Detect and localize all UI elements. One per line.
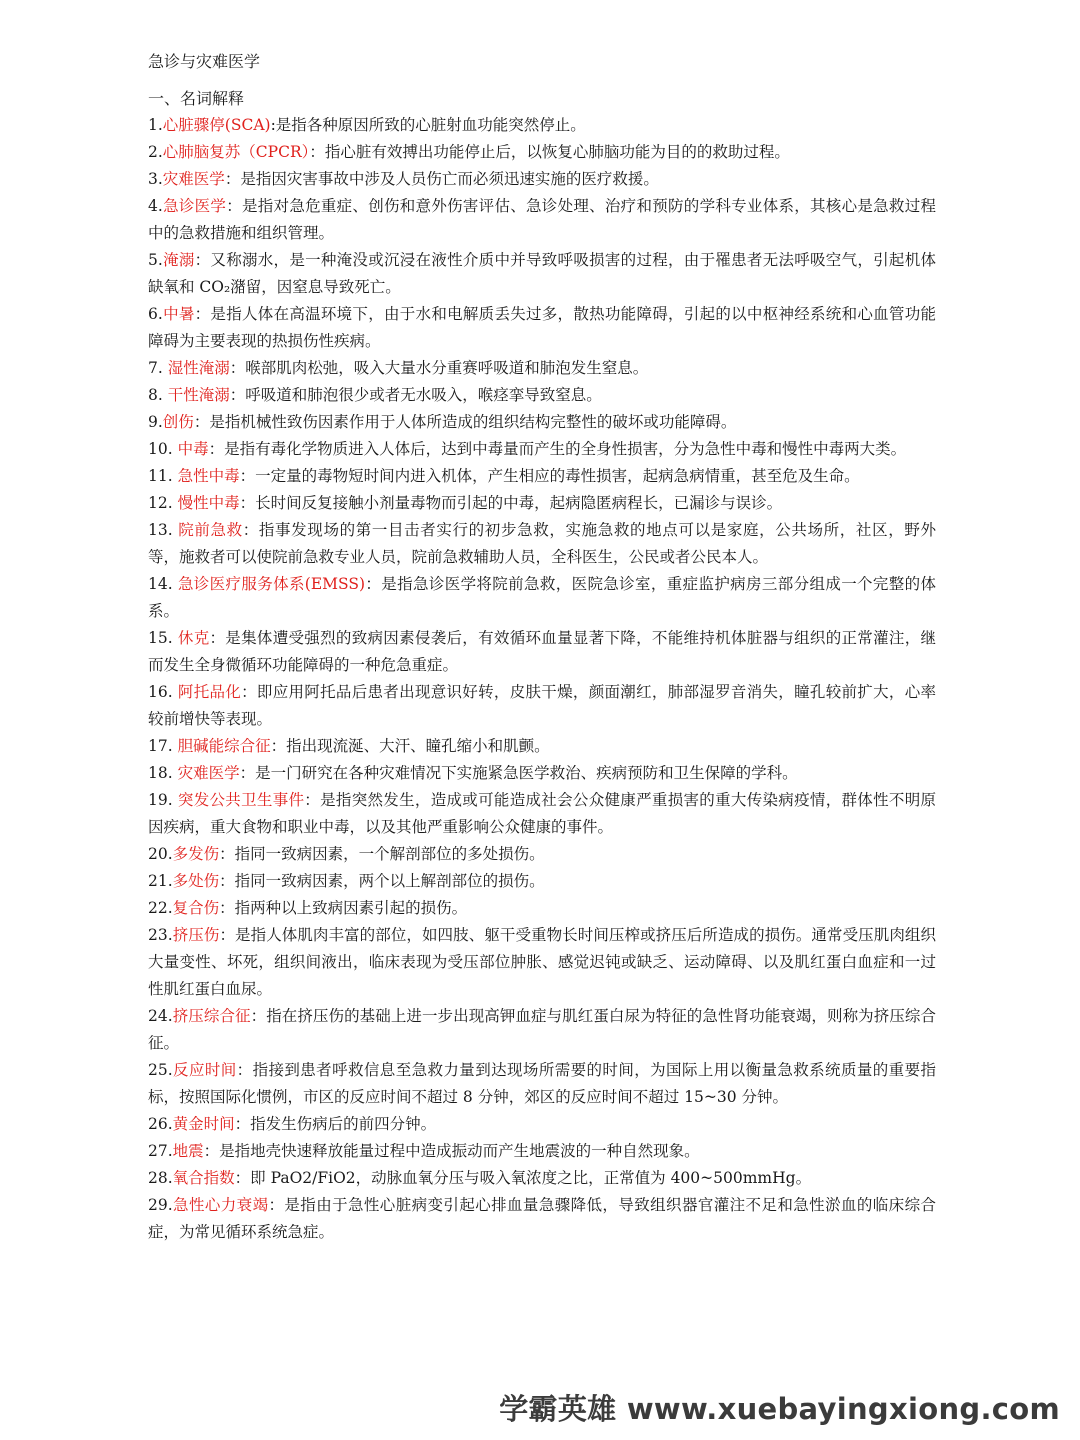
entry-number: 9. <box>148 413 163 431</box>
entry-number: 19. <box>148 791 178 809</box>
entry-definition: ：即 PaO2/FiO2，动脉血氧分压与吸入氧浓度之比，正常值为 400~500mmHg。 <box>234 1169 812 1187</box>
entry-term: 多发伤 <box>172 845 220 863</box>
list-item <box>148 571 936 625</box>
entry-definition: ：是指人体肌肉丰富的部位，如四肢、躯干受重物长时间压榨或挤压后所造成的损伤。通常受压肌肉组织大量变性、坏死，组织间液出，临床表现为受压部位肿胀、感觉迟钝或缺乏、运动障碍、以及肌红蛋白血症和一过性肌红蛋白血尿。 <box>148 926 936 998</box>
document-title: 急诊与灾难医学 <box>148 52 261 71</box>
entry-definition: ：是指急诊医学将院前急救，医院急诊室，重症监护病房三部分组成一个完整的体系。 <box>148 575 936 620</box>
entry-term: 地震 <box>172 1142 204 1160</box>
entry-term: 灾难医学 <box>162 170 225 188</box>
entry-number: 20. <box>148 845 173 863</box>
list-item <box>148 1057 936 1111</box>
list-item <box>148 1111 936 1138</box>
entry-definition: ：又称溺水，是一种淹没或沉浸在液性介质中并导致呼吸损害的过程，由于罹患者无法呼吸空气，引起机体缺氧和 CO₂潴留，因窒息导致死亡。 <box>148 251 936 296</box>
entry-number: 1. <box>148 116 163 134</box>
entry-definition: ：指出现流涎、大汗、瞳孔缩小和肌颤。 <box>270 737 550 755</box>
entry-term: 急性心力衰竭 <box>172 1196 269 1214</box>
entry-number: 22. <box>148 899 173 917</box>
entry-term: 院前急救 <box>178 521 243 539</box>
document-page <box>148 48 936 1246</box>
list-item <box>148 787 936 841</box>
entry-definition: ：一定量的毒物短时间内进入机体，产生相应的毒性损害，起病急病情重，甚至危及生命。 <box>239 467 860 485</box>
list-item <box>148 436 936 463</box>
entry-definition: ：即应用阿托品后患者出现意识好转，皮肤干燥，颜面潮红，肺部湿罗音消失，瞳孔较前扩大，心率较前增快等表现。 <box>148 683 936 728</box>
entry-number: 15. <box>148 629 178 647</box>
entry-number: 2. <box>148 143 163 161</box>
list-item <box>148 895 936 922</box>
entry-definition: ：呼吸道和肺泡很少或者无水吸入，喉痉挛导致窒息。 <box>229 386 602 404</box>
entry-definition: ：是指对急危重症、创伤和意外伤害评估、急诊处理、治疗和预防的学科专业体系，其核心是急救过程中的急救措施和组织管理。 <box>148 197 936 242</box>
entry-term: 中暑 <box>162 305 195 323</box>
entry-term: 黄金时间 <box>172 1115 235 1133</box>
entry-number: 18. <box>148 764 178 782</box>
entry-definition: ：指两种以上致病因素引起的损伤。 <box>219 899 468 917</box>
entry-term: 心脏骤停(SCA) <box>162 116 271 134</box>
entry-term: 复合伤 <box>172 899 220 917</box>
entry-definition: ：是指由于急性心脏病变引起心排血量急骤降低，导致组织器官灌注不足和急性淤血的临床综合症，为常见循环系统急症。 <box>148 1196 936 1241</box>
entry-term: 淹溺 <box>162 251 195 269</box>
entry-definition: ：是指人体在高温环境下，由于水和电解质丢失过多，散热功能障碍，引起的以中枢神经系统和心血管功能障碍为主要表现的热损伤性疾病。 <box>148 305 936 350</box>
entry-number: 13. <box>148 521 179 539</box>
entry-list <box>148 112 936 1246</box>
entry-definition: ：是指因灾害事故中涉及人员伤亡而必须迅速实施的医疗救援。 <box>224 170 659 188</box>
list-item <box>148 1192 936 1246</box>
entry-definition: ：指发生伤病后的前四分钟。 <box>234 1115 437 1133</box>
entry-term: 突发公共卫生事件 <box>177 791 305 809</box>
entry-number: 8. <box>148 386 168 404</box>
entry-term: 心肺脑复苏（CPCR） <box>162 143 310 161</box>
entry-number: 14. <box>148 575 178 593</box>
entry-definition: ：是一门研究在各种灾难情况下实施紧急医学救治、疾病预防和卫生保障的学科。 <box>239 764 798 782</box>
entry-term: 挤压综合征 <box>172 1007 251 1025</box>
entry-term: 慢性中毒 <box>177 494 240 512</box>
entry-term: 急性中毒 <box>177 467 240 485</box>
list-item <box>148 1165 936 1192</box>
entry-term: 中毒 <box>177 440 209 458</box>
list-item <box>148 733 936 760</box>
entry-number: 29. <box>148 1196 173 1214</box>
list-item <box>148 355 936 382</box>
list-item <box>148 166 936 193</box>
entry-definition: ：是指地壳快速释放能量过程中造成振动而产生地震波的一种自然现象。 <box>203 1142 700 1160</box>
entry-term: 胆碱能综合征 <box>177 737 271 755</box>
entry-term: 阿托品化 <box>177 683 242 701</box>
list-item <box>148 517 936 571</box>
entry-number: 17. <box>148 737 178 755</box>
entry-definition: ：指接到患者呼救信息至急救力量到达现场所需要的时间，为国际上用以衡量急救系统质量的重要指标，按照国际化惯例，市区的反应时间不超过 8 分钟，郊区的反应时间不超过 15~30 分钟。 <box>148 1061 936 1106</box>
list-item <box>148 301 936 355</box>
entry-number: 11. <box>148 467 178 485</box>
list-item <box>148 760 936 787</box>
entry-number: 24. <box>148 1007 173 1025</box>
entry-number: 27. <box>148 1142 173 1160</box>
entry-definition: ：是指机械性致伤因素作用于人体所造成的组织结构完整性的破坏或功能障碍。 <box>193 413 737 431</box>
entry-definition: ：指事发现场的第一目击者实行的初步急救，实施急救的地点可以是家庭，公共场所，社区，野外等，施救者可以使院前急救专业人员，院前急救辅助人员，全科医生，公民或者公民本人。 <box>148 521 936 566</box>
entry-number: 23. <box>148 926 173 944</box>
list-item <box>148 868 936 895</box>
list-item <box>148 1138 936 1165</box>
list-item <box>148 409 936 436</box>
entry-term: 湿性淹溺 <box>167 359 230 377</box>
entry-number: 7. <box>148 359 168 377</box>
entry-term: 多处伤 <box>172 872 220 890</box>
entry-term: 挤压伤 <box>172 926 220 944</box>
entry-definition: ：指同一致病因素，一个解剖部位的多处损伤。 <box>219 845 545 863</box>
entry-definition: ：长时间反复接触小剂量毒物而引起的中毒，起病隐匿病程长，已漏诊与误诊。 <box>239 494 783 512</box>
entry-number: 4. <box>148 197 163 215</box>
entry-number: 6. <box>148 305 163 323</box>
entry-number: 12. <box>148 494 178 512</box>
list-item <box>148 247 936 301</box>
site-watermark: 学霸英雄 www.xuebayingxiong.com <box>499 1392 1060 1426</box>
entry-definition: ：指在挤压伤的基础上进一步出现高钾血症与肌红蛋白尿为特征的急性肾功能衰竭，则称为挤压综合征。 <box>148 1007 936 1052</box>
section-heading: 一、名词解释 <box>148 89 245 108</box>
list-item <box>148 463 936 490</box>
entry-number: 25. <box>148 1061 173 1079</box>
entry-number: 28. <box>148 1169 173 1187</box>
list-item <box>148 625 936 679</box>
entry-definition: ：指心脏有效搏出功能停止后，以恢复心肺脑功能为目的的救助过程。 <box>309 143 790 161</box>
list-item <box>148 490 936 517</box>
entry-definition: :是指各种原因所致的心脏射血功能突然停止。 <box>270 116 586 134</box>
list-item <box>148 922 936 1003</box>
entry-term: 创伤 <box>162 413 194 431</box>
entry-definition: ：是集体遭受强烈的致病因素侵袭后，有效循环血量显著下降，不能维持机体脏器与组织的正常灌注，继而发生全身微循环功能障碍的一种危急重症。 <box>148 629 936 674</box>
entry-number: 10. <box>148 440 178 458</box>
entry-term: 急诊医学 <box>162 197 227 215</box>
list-item <box>148 193 936 247</box>
list-item <box>148 679 936 733</box>
entry-number: 5. <box>148 251 163 269</box>
entry-term: 干性淹溺 <box>167 386 230 404</box>
list-item <box>148 112 936 139</box>
entry-term: 休克 <box>177 629 210 647</box>
entry-term: 氧合指数 <box>172 1169 235 1187</box>
list-item <box>148 1003 936 1057</box>
list-item <box>148 382 936 409</box>
entry-term: 灾难医学 <box>177 764 240 782</box>
entry-definition: ：是指突然发生，造成或可能造成社会公众健康严重损害的重大传染病疫情，群体性不明原因疾病，重大食物和职业中毒，以及其他严重影响公众健康的事件。 <box>148 791 936 836</box>
list-item <box>148 841 936 868</box>
entry-term: 反应时间 <box>172 1061 237 1079</box>
entry-definition: ：指同一致病因素，两个以上解剖部位的损伤。 <box>219 872 545 890</box>
entry-term: 急诊医疗服务体系(EMSS) <box>177 575 366 593</box>
entry-definition: ：喉部肌肉松弛，吸入大量水分重赛呼吸道和肺泡发生窒息。 <box>229 359 649 377</box>
list-item <box>148 139 936 166</box>
entry-number: 3. <box>148 170 163 188</box>
entry-number: 26. <box>148 1115 173 1133</box>
entry-number: 16. <box>148 683 178 701</box>
entry-number: 21. <box>148 872 173 890</box>
entry-definition: ：是指有毒化学物质进入人体后，达到中毒量而产生的全身性损害，分为急性中毒和慢性中毒两大类。 <box>208 440 907 458</box>
